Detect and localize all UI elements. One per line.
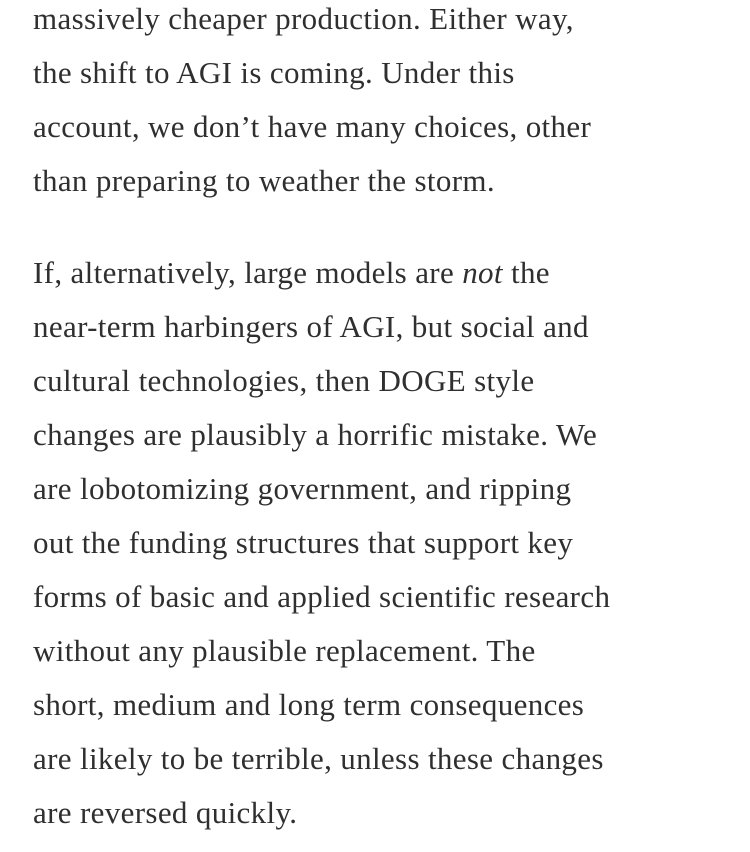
text-line (33, 246, 733, 300)
text-line: the shift to AGI is coming. Under this (33, 55, 515, 90)
text-line: are reversed quickly. (33, 795, 298, 830)
text-line: without any plausible replacement. The (33, 633, 536, 668)
emphasized-word: not (462, 255, 503, 290)
text-segment: the (502, 255, 550, 290)
text-segment: If, alternatively, large models are (33, 255, 463, 290)
text-line: cultural technologies, then DOGE style (33, 363, 535, 398)
text-line: changes are plausibly a horrific mistake. We (33, 417, 598, 452)
text-line: out the funding structures that support key (33, 525, 574, 560)
text-line: than preparing to weather the storm. (33, 163, 495, 198)
paragraph-agi-coming (33, 0, 733, 208)
text-line: forms of basic and applied scientific research (33, 579, 611, 614)
paragraph-doge-mistake (33, 246, 733, 840)
article-body (33, 0, 733, 840)
text-line: near-term harbingers of AGI, but social and (33, 309, 589, 344)
text-line: account, we don’t have many choices, other (33, 109, 592, 144)
text-line: massively cheaper production. Either way, (33, 1, 574, 36)
text-line: are lobotomizing government, and ripping (33, 471, 572, 506)
text-line: short, medium and long term consequences (33, 687, 585, 722)
text-line: are likely to be terrible, unless these changes (33, 741, 604, 776)
